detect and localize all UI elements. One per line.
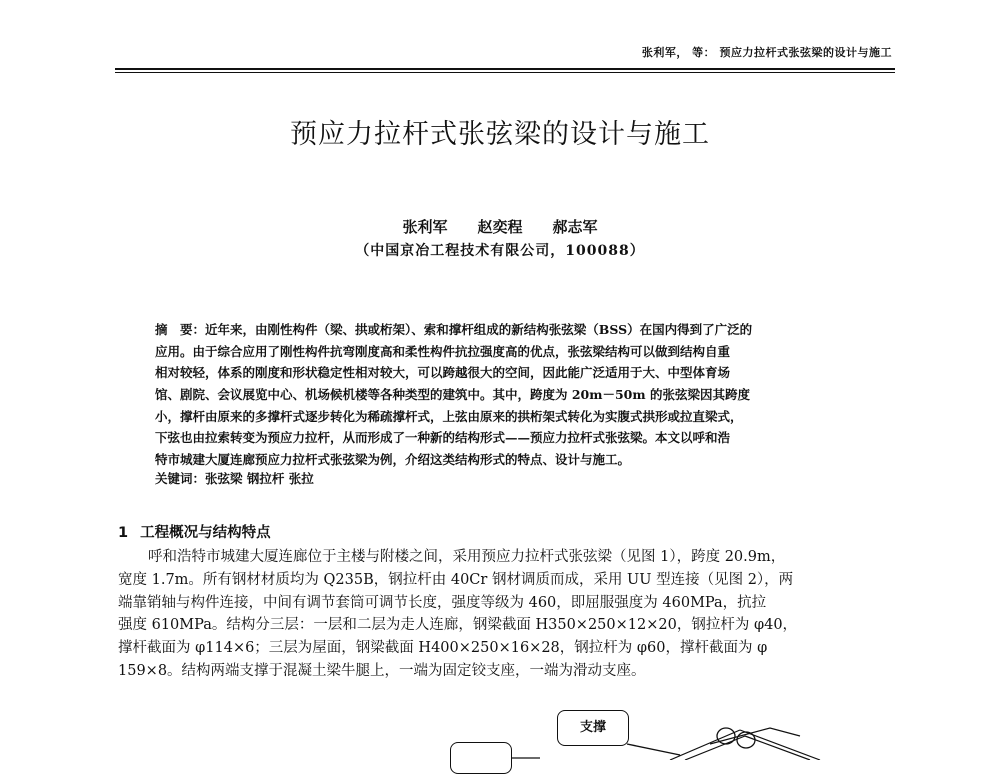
section-number: 1: [118, 525, 129, 541]
author-list: [0, 216, 1000, 237]
abstract: [155, 319, 850, 471]
abstract-label: 摘 要：: [155, 322, 206, 337]
section-heading: [118, 521, 271, 542]
figure-1-partial: [440, 700, 870, 760]
figure-label-box: [450, 742, 512, 774]
body-line: 呼和浩特市城建大厦连廊位于主楼与附楼之间，采用预应力拉杆式张弦梁（见图 1），跨度 20.9m，: [148, 549, 786, 565]
author-3: 郝志军: [552, 218, 598, 236]
abstract-line: 特市城建大厦连廊预应力拉杆式张弦梁为例，介绍这类结构形式的特点、设计与施工。: [155, 452, 631, 468]
abstract-line: 下弦也由拉索转变为预应力拉杆，从而形成了一种新的结构形式——预应力拉杆式张弦梁。本文以呼和浩: [155, 430, 731, 446]
abstract-line: 相对较轻，体系的刚度和形状稳定性相对较大，可以跨越很大的空间，因此能广泛适用于大、中型体育场: [155, 365, 731, 381]
keywords: [155, 469, 314, 487]
author-2: 赵奕程: [477, 218, 523, 236]
running-header: 张利军， 等： 预应力拉杆式张弦梁的设计与施工: [641, 46, 892, 59]
abstract-line: 应用。由于综合应用了刚性构件抗弯刚度高和柔性构件抗拉强度高的优点，张弦梁结构可以做到结构自重: [155, 343, 731, 359]
support-callout: 支撑: [557, 710, 629, 746]
abstract-line: 小，撑杆由原来的多撑杆式逐步转化为稀疏撑杆式，上弦由原来的拱桁架式转化为实腹式拱形或拉直梁式，: [155, 408, 743, 424]
affiliation: （中国京冶工程技术有限公司，100088）: [355, 243, 645, 259]
paper-title: 预应力拉杆式张弦梁的设计与施工: [290, 119, 710, 150]
body-paragraph: [118, 546, 888, 683]
abstract-line: 馆、剧院、会议展览中心、机场候机楼等各种类型的建筑中。其中，跨度为 20m－50m 的张弦梁因其跨度: [155, 387, 750, 403]
keywords-label: 关键词：: [155, 471, 206, 486]
body-line: 159×8。结构两端支撑于混凝土梁牛腿上，一端为固定铰支座，一端为滑动支座。: [118, 662, 646, 679]
body-line: 强度 610MPa。结构分三层：一层和二层为走人连廊，钢梁截面 H350×250×12×20，钢拉杆为 φ40，: [118, 617, 798, 634]
body-line: 撑杆截面为 φ114×6；三层为屋面，钢梁截面 H400×250×16×28，钢拉杆为 φ60，撑杆截面为 φ: [118, 640, 768, 657]
abstract-line: 摘 要：近年来，由刚性构件（梁、拱或桁架）、索和撑杆组成的新结构张弦梁（BSS）在国内得到了广泛的: [155, 322, 753, 337]
header-rule: [115, 68, 895, 73]
author-1: 张利军: [402, 218, 448, 236]
keywords-value: 张弦梁 钢拉杆 张拉: [205, 471, 314, 486]
body-line: 宽度 1.7m。所有钢材材质均为 Q235B，钢拉杆由 40Cr 钢材调质而成，采用 UU 型连接（见图 2），两: [118, 571, 794, 588]
body-line: 端靠销轴与构件连接，中间有调节套筒可调节长度，强度等级为 460，即屈服强度为 460MPa，抗拉: [118, 594, 767, 611]
section-title: 工程概况与结构特点: [140, 525, 271, 541]
